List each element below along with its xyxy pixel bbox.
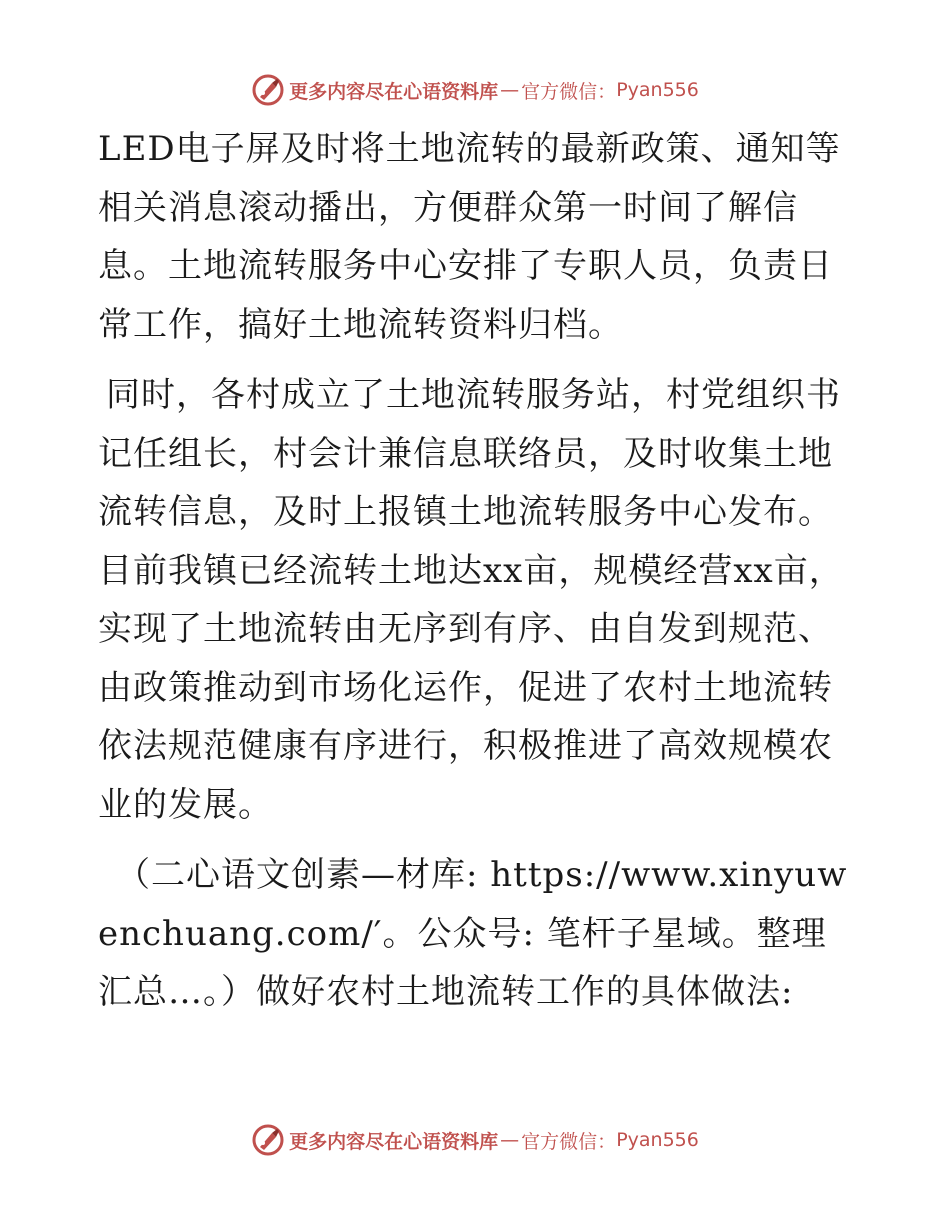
paragraph-3: （二心语文创素—材库: https://www.xinyuwenchuang.com/′。公众号: 笔杆子星域。整理汇总…。）做好农村土地流转工作的具体做法:: [98, 855, 848, 1012]
banner-separator: —: [500, 1129, 520, 1151]
banner-brand-text: 更多内容尽在心语资料库: [289, 1130, 499, 1153]
brand-logo-icon: [251, 73, 285, 107]
document-body: [98, 120, 858, 1022]
paragraph-1: LED电子屏及时将土地流转的最新政策、通知等相关消息滚动播出，方便群众第一时间了解信息。土地流转服务中心安排了专职人员，负责日常工作，搞好土地流转资料归档。: [98, 129, 841, 345]
banner-wechat-label: 官方微信：: [521, 80, 617, 103]
paragraph-2: 同时，各村成立了土地流转服务站，村党组织书记任组长，村会计兼信息联络员，及时收集土地流转信息，及时上报镇土地流转服务中心发布。目前我镇已经流转土地达xx亩，规模经营xx亩，实现了土地流转由无序到有序、由自发到规范、由政策推动到市场化运作，促进了农村土地流转依法规范健康有序进行，积极推进了高效规模农业的发展。: [98, 375, 844, 825]
banner-brand-text: 更多内容尽在心语资料库: [289, 80, 499, 103]
footer-banner: [0, 1120, 950, 1160]
banner-wechat-id: Pyan556: [616, 1129, 699, 1151]
banner-wechat-label: 官方微信：: [521, 1130, 617, 1153]
brand-logo-icon: [251, 1123, 285, 1157]
banner-separator: —: [500, 79, 520, 101]
banner-wechat-id: Pyan556: [616, 79, 699, 101]
header-banner: [0, 70, 950, 110]
